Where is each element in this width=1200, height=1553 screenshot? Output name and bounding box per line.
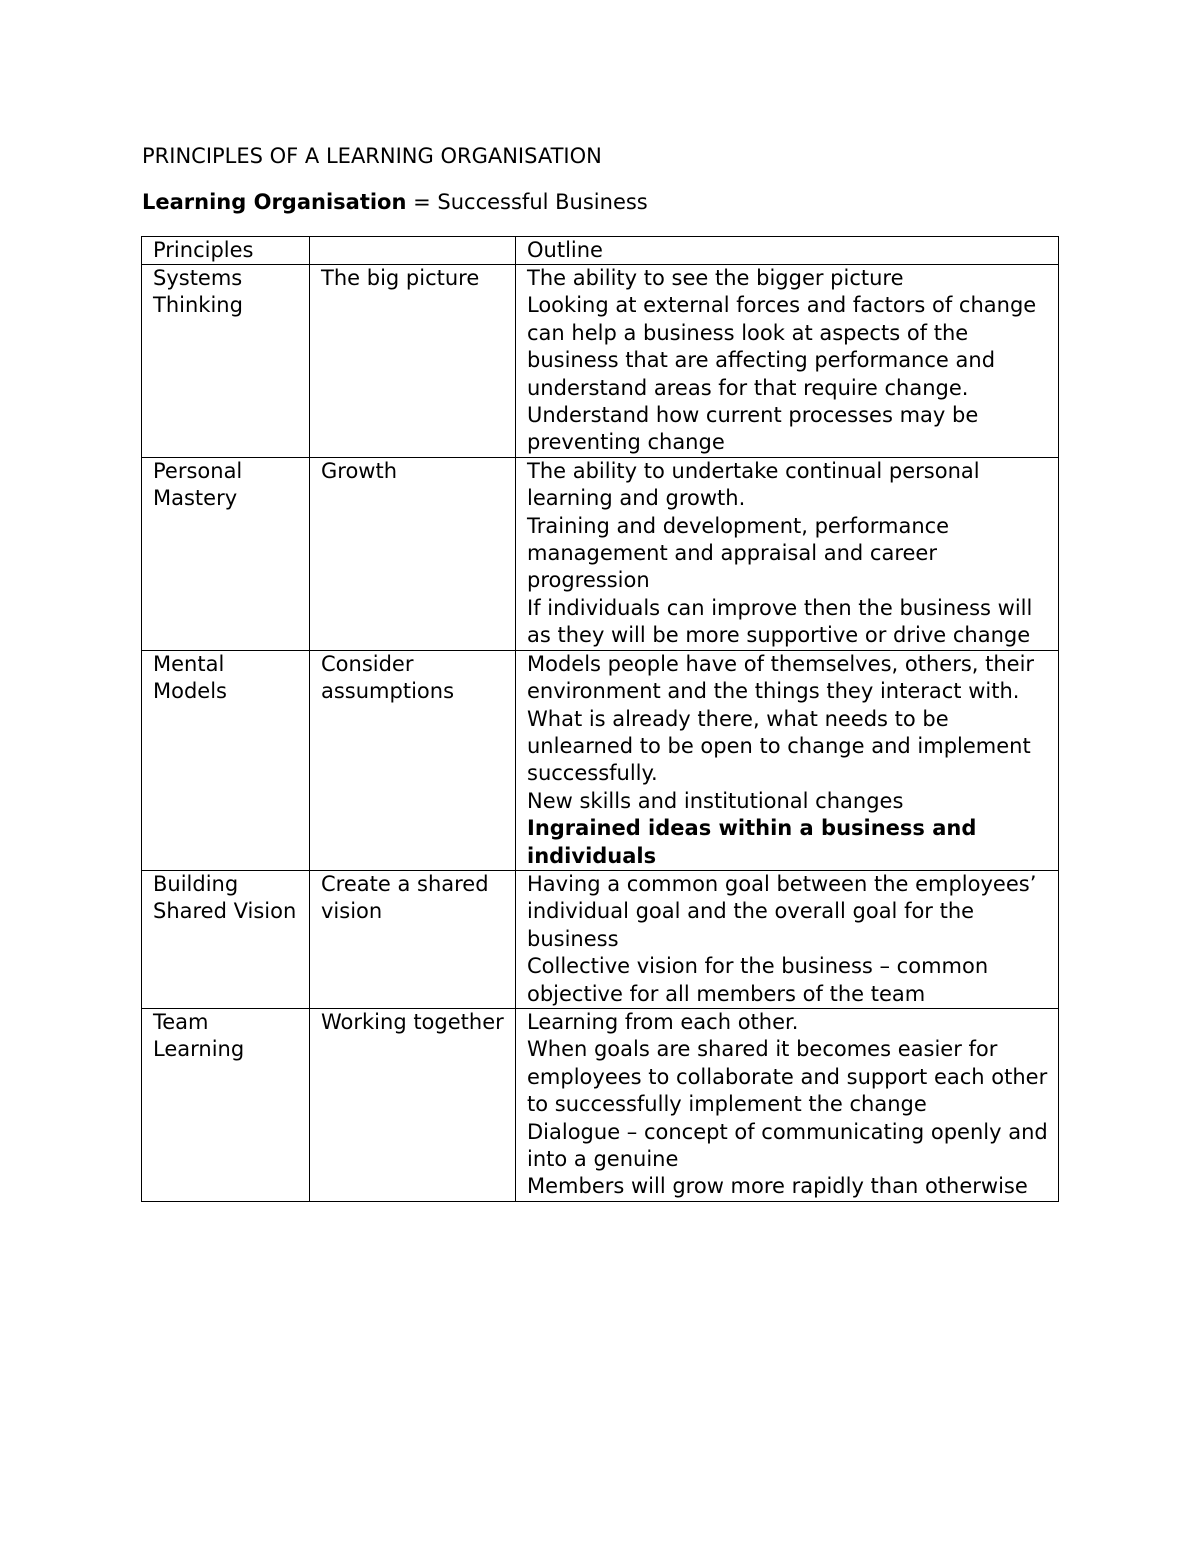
outline-line: The ability to see the bigger picture (527, 266, 904, 290)
outline-line: Models people have of themselves, others, their environment and the things they interact with. (527, 651, 1035, 704)
principles-table (141, 236, 1059, 1202)
outline-line: Training and development, performance management and appraisal and career progression (527, 513, 950, 593)
outline-cell (516, 265, 1059, 458)
outline-cell (516, 457, 1059, 650)
table-header-row (142, 237, 1059, 265)
principle-cell: Team Learning (142, 1008, 310, 1201)
outline-cell (516, 1008, 1059, 1201)
outline-cell (516, 650, 1059, 870)
summary-cell: Create a shared vision (310, 870, 516, 1008)
header-summary (310, 237, 516, 265)
table-row (142, 265, 1059, 458)
outline-line: Members will grow more rapidly than otherwise (527, 1174, 1028, 1199)
outline-line: Learning from each other. (527, 1009, 799, 1034)
table-row (142, 870, 1059, 1008)
outline-line: What is already there, what needs to be unlearned to be open to change and implement successfully. (527, 706, 1031, 786)
outline-cell (516, 870, 1059, 1008)
outline-line: When goals are shared it becomes easier for employees to collaborate and support each other to successfully implement the change (527, 1037, 1048, 1117)
summary-cell: Consider assumptions (310, 650, 516, 870)
outline-line: The ability to undertake continual personal learning and growth. (527, 458, 980, 511)
principle-cell: Systems Thinking (142, 265, 310, 458)
outline-line: Dialogue – concept of communicating openly and into a genuine (527, 1119, 1048, 1171)
outline-line: Looking at external forces and factors of change can help a business look at aspects of the business that are affecting performance and understand areas for that require change. (527, 293, 1037, 400)
outline-line: New skills and institutional changes (527, 788, 904, 813)
page-title: PRINCIPLES OF A LEARNING ORGANISATION (142, 144, 602, 168)
principle-cell: Building Shared Vision (142, 870, 310, 1008)
header-principles: Principles (142, 237, 310, 265)
table-row (142, 650, 1059, 870)
summary-cell: Growth (310, 457, 516, 650)
subtitle (142, 189, 648, 215)
summary-cell: Working together (310, 1008, 516, 1201)
principle-cell: Personal Mastery (142, 457, 310, 650)
principles-table-body (142, 237, 1059, 1202)
outline-line: Having a common goal between the employees’ individual goal and the overall goal for the business (527, 871, 1037, 951)
table-row (142, 1008, 1059, 1201)
outline-line: If individuals can improve then the business will as they will be more supportive or drive change (527, 595, 1033, 648)
subtitle-definition: = Successful Business (406, 190, 648, 214)
outline-line: Collective vision for the business – common objective for all members of the team (527, 954, 989, 1006)
subtitle-term: Learning Organisation (142, 190, 407, 214)
header-outline: Outline (516, 237, 1059, 265)
outline-line: Understand how current processes may be preventing change (527, 403, 979, 455)
table-row (142, 457, 1059, 650)
outline-line: Ingrained ideas within a business and individuals (527, 816, 977, 868)
principle-cell: Mental Models (142, 650, 310, 870)
summary-cell: The big picture (310, 265, 516, 458)
